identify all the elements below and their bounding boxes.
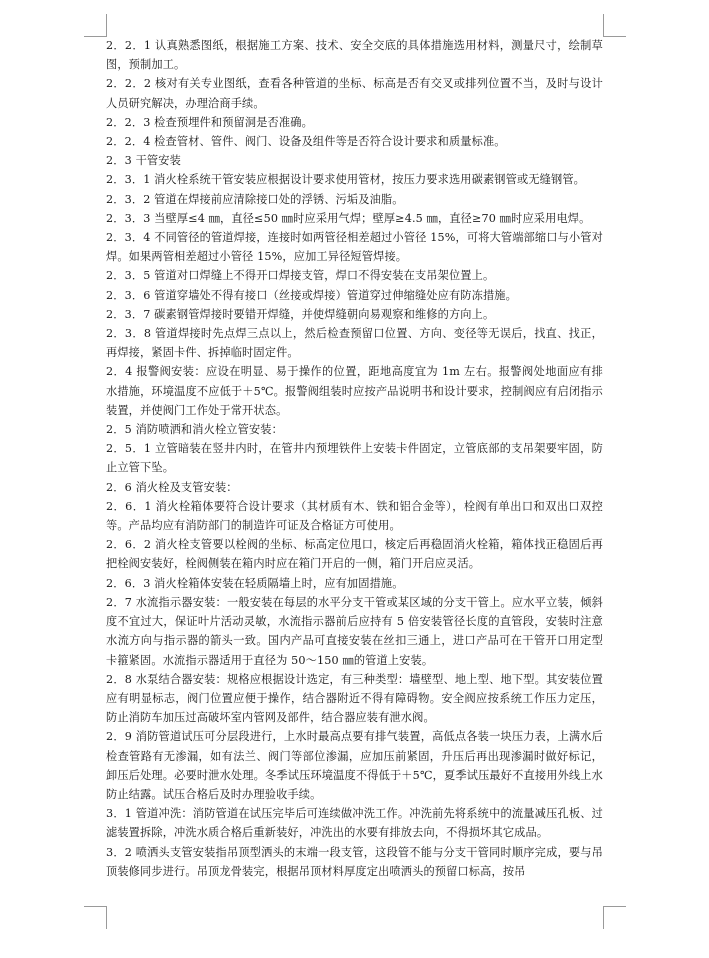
paragraph-2-3-3: 2．3．3 当壁厚≤4 ㎜，直径≤50 ㎜时应采用气焊；壁厚≥4.5 ㎜，直径≥70 ㎜时应采用电焊。 (106, 211, 591, 225)
paragraph-3-1: 3．1 管道冲洗：消防管道在试压完毕后可连续做冲洗工作。冲洗前先将系统中的流量减压孔板、过滤装置拆除，冲洗水质合格后重新装好，冲洗出的水要有排放去向，不得损坏其它成品。 (106, 807, 603, 840)
paragraph-2-5-1: 2．5．1 立管暗装在竖井内时，在管井内预埋铁件上安装卡件固定，立管底部的支吊架要牢固，防止立管下坠。 (106, 442, 603, 475)
paragraph-2-3-7: 2．3．7 碳素钢管焊接时要错开焊缝，并使焊缝朝向易观察和维修的方向上。 (106, 307, 495, 321)
crop-mark-bottom-left (84, 906, 107, 929)
paragraph-2-3-6: 2．3．6 管道穿墙处不得有接口（丝接或焊接）管道穿过伸缩缝处应有防冻措施。 (106, 288, 517, 302)
crop-mark-top-right (603, 14, 626, 37)
crop-mark-bottom-right (603, 906, 626, 929)
heading-2-5: 2．5 消防喷洒和消火栓立管安装： (106, 423, 283, 437)
paragraph-2-3-1: 2．3．1 消火栓系统干管安装应根据设计要求使用管材，按压力要求选用碳素钢管或无缝钢管。 (106, 173, 586, 187)
paragraph-2-3-2: 2．3．2 管道在焊接前应清除接口处的浮锈、污垢及油脂。 (106, 192, 404, 206)
paragraph-2-6-1: 2．6．1 消火栓箱体要符合设计要求（其材质有木、铁和铝合金等），栓阀有单出口和双出口双控等。产品均应有消防部门的制造许可证及合格证方可使用。 (106, 499, 603, 533)
paragraph-2-2-2: 2．2．2 核对有关专业图纸，查看各种管道的坐标、标高是否有交叉或排列位置不当，及时与设计人员研究解决，办理洽商手续。 (106, 77, 603, 110)
paragraph-2-3-8: 2．3．8 管道焊接时先点焊三点以上，然后检查预留口位置、方向、变径等无误后，找直、找正，再焊接，紧固卡件、拆掉临时固定件。 (106, 327, 603, 360)
paragraph-2-2-3: 2．2．3 检查预埋件和预留洞是否准确。 (106, 115, 313, 129)
paragraph-2-3-5: 2．3．5 管道对口焊缝上不得开口焊接支管，焊口不得安装在支吊架位置上。 (106, 269, 495, 283)
paragraph-2-9: 2．9 消防管道试压可分层段进行，上水时最高点要有排气装置，高低点各装一块压力表，上满水后检查管路有无渗漏，如有法兰、阀门等部位渗漏，应加压前紧固，升压后再出现渗漏时做好标记，卸压后处理。必要时泄水处理。冬季试压环境温度不得低于＋5℃，夏季试压最好不直接用外线上水防止结露。试压合格后及时办理验收手续。 (106, 730, 603, 801)
document-body (106, 36, 603, 881)
heading-2-3: 2．3 干管安装 (106, 154, 181, 168)
crop-mark-top-left (84, 14, 107, 37)
paragraph-2-4: 2．4 报警阀安装：应设在明显、易于操作的位置，距地高度宜为 1m 左右。报警阀处地面应有排水措施，环境温度不应低于＋5℃。报警阀组装时应按产品说明书和设计要求，控制阀应有启闭指示装置，并使阀门工作处于常开状态。 (106, 365, 603, 417)
paragraph-2-6-3: 2．6．3 消火栓箱体安装在轻质隔墙上时，应有加固措施。 (106, 576, 404, 590)
paragraph-2-2-4: 2．2．4 检查管材、管件、阀门、设备及组件等是否符合设计要求和质量标准。 (106, 135, 506, 149)
paragraph-2-2-1: 2．2．1 认真熟悉图纸，根据施工方案、技术、安全交底的具体措施选用材料，测量尺寸，绘制草图，预制加工。 (106, 39, 603, 72)
heading-2-6: 2．6 消火栓及支管安装： (106, 480, 238, 494)
paragraph-2-8: 2．8 水泵结合器安装：规格应根据设计选定，有三种类型：墙壁型、地上型、地下型。其安装位置应有明显标志，阀门位置应便于操作，结合器附近不得有障碍物。安全阀应按系统工作压力定压，防止消防车加压过高破坏室内管网及部件，结合器应装有泄水阀。 (106, 672, 603, 725)
paragraph-3-2: 3．2 喷洒头支管安装指吊顶型洒头的末端一段支管，这段管不能与分支干管同时顺序完成，要与吊顶装修同步进行。吊顶龙骨装完，根据吊顶材料厚度定出喷洒头的预留口标高，按吊 (106, 845, 603, 878)
paragraph-2-7: 2．7 水流指示器安装：一般安装在每层的水平分支干管或某区域的分支干管上。应水平立装，倾斜度不宜过大，保证叶片活动灵敏，水流指示器前后应持有 5 倍安装管径长度的直管段，安装时注意水流方向与指示器的箭头一致。国内产品可直接安装在丝扣三通上，进口产品可在干管开口用定型卡箍紧固。水流指示器适用于直径为 50～150 ㎜的管道上安装。 (106, 595, 603, 667)
paragraph-2-3-4: 2．3．4 不同管径的管道焊接，连接时如两管径相差超过小管径 15%，可将大管端部缩口与小管对焊。如果两管相差超过小管径 15%，应加工异径短管焊接。 (106, 231, 603, 264)
paragraph-2-6-2: 2．6．2 消火栓支管要以栓阀的坐标、标高定位甩口，核定后再稳固消火栓箱，箱体找正稳固后再把栓阀安装好，栓阀侧装在箱内时应在箱门开启的一侧，箱门开启应灵活。 (106, 538, 603, 571)
